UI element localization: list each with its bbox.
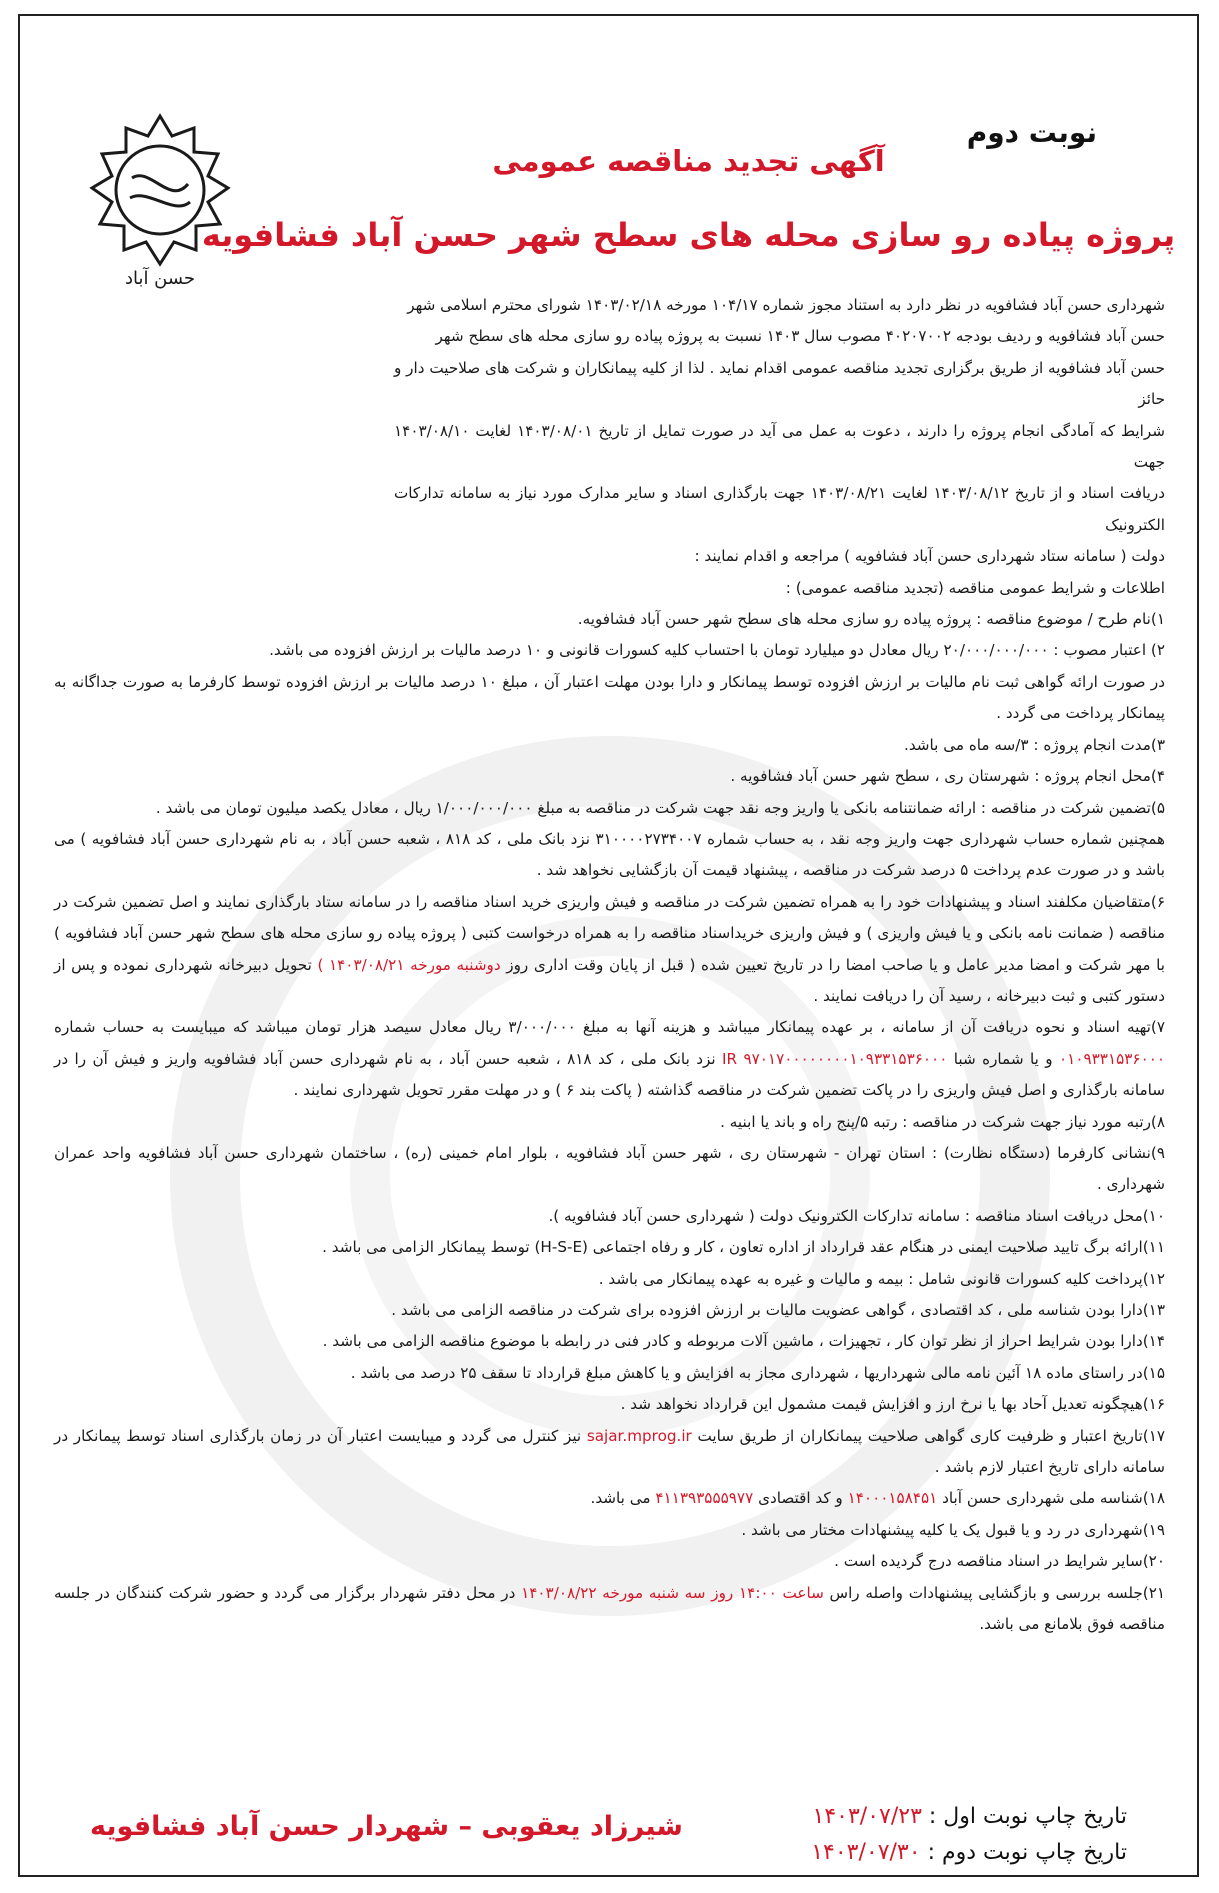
- condition-item-11: ۱۱)ارائه برگ تایید صلاحیت ایمنی در هنگام عقد قرارداد از اداره تعاون ، کار و رفاه اجتماعی (H-S-E) توسط پیمانکار الزامی می باشد .: [322, 1238, 1165, 1257]
- intro-line: حسن آباد فشافویه از طریق برگزاری تجدید مناقصه عمومی اقدام نماید . لذا از کلیه پیمانکاران و شرکت های صلاحیت دار و حائز: [394, 358, 1165, 409]
- print-date-first-value: ۱۴۰۳/۰۷/۲۳: [812, 1804, 922, 1829]
- announcement-title: آگهی تجدید مناقصه عمومی: [492, 144, 885, 178]
- conditions-title: اطلاعات و شرایط عمومی مناقصه (تجدید مناقصه عمومی) :: [785, 578, 1165, 597]
- project-title: پروژه پیاده رو سازی محله های سطح شهر حسن آباد فشافویه: [201, 216, 1176, 254]
- intro-line: دریافت اسناد و از تاریخ ۱۴۰۳/۰۸/۱۲ لغایت ۱۴۰۳/۰۸/۲۱ جهت بارگذاری اسناد و سایر مدارک مورد نیاز به سامانه تدارکات الکترونیک: [394, 484, 1165, 534]
- intro-line: حسن آباد فشافویه و ردیف بودجه ۴۰۲۰۷۰۰۲ مصوب سال ۱۴۰۳ نسبت به پروژه پیاده رو سازی محله های سطح شهر: [435, 327, 1165, 346]
- announcement-body: [54, 290, 1165, 1640]
- condition-item-21: [54, 1578, 1165, 1641]
- condition-item-2-note: در صورت ارائه گواهی ثبت نام مالیات بر ارزش افزوده توسط پیمانکار و دارا بودن مهلت اعتبار آن ، مبلغ ۱۰ درصد مالیات بر ارزش افزوده توسط کارفرما به صورت جداگانه به پیمانکار پرداخت می گردد .: [54, 672, 1165, 723]
- condition-item-3: ۳)مدت انجام پروژه : ۳/سه ماه می باشد.: [904, 735, 1165, 754]
- item-18-text-end: می باشد.: [590, 1489, 651, 1508]
- condition-item-19: ۱۹)شهرداری در رد و یا قبول یک یا کلیه پیشنهادات مختار می باشد .: [741, 1520, 1165, 1539]
- item-17-text-end: نیز کنترل می گردد و میبایست اعتبار آن در زمان بارگذاری اسناد توسط پیمانکار در سامانه دارای تاریخ اعتبار لازم باشد .: [54, 1426, 1165, 1477]
- condition-item-10: ۱۰)محل دریافت اسناد مناقصه : سامانه تدارکات الکترونیک دولت ( شهرداری حسن آباد فشافویه ).: [548, 1206, 1165, 1225]
- condition-item-8: ۸)رتبه مورد نیاز جهت شرکت در مناقصه : رتبه ۵/پنج راه و باند یا ابنیه .: [720, 1112, 1165, 1131]
- item-6-text-end: تحویل دبیرخانه شهرداری نموده و پس از دستور کتبی و ثبت دبیرخانه ، رسید آن را دریافت نمایند .: [54, 955, 1165, 1005]
- condition-item-20: ۲۰)سایر شرایط در اسناد مناقصه درج گردیده است .: [834, 1552, 1165, 1571]
- condition-item-14: ۱۴)دارا بودن شرایط احراز از نظر توان کار ، تجهیزات ، ماشین آلات مربوطه و کادر فنی در رابطه با موضوع مناقصه الزامی می باشد .: [322, 1332, 1165, 1351]
- round-label: نوبت دوم: [966, 116, 1097, 149]
- sheba-number: IR ۹۷۰۱۷۰۰۰۰۰۰۰۰۱۰۹۳۳۱۵۳۶۰۰۰: [722, 1049, 948, 1068]
- item-7-text-mid: و یا شماره شبا: [953, 1049, 1053, 1068]
- print-date-second-label: تاریخ چاپ نوبت دوم :: [927, 1840, 1127, 1865]
- opening-session-time: ساعت ۱۴:۰۰ روز سه شنبه مورخه ۱۴۰۳/۰۸/۲۲: [521, 1583, 824, 1602]
- condition-item-17: [54, 1421, 1165, 1484]
- print-date-first-label: تاریخ چاپ نوبت اول :: [928, 1804, 1127, 1829]
- condition-item-12: ۱۲)پرداخت کلیه کسورات قانونی شامل : بیمه و مالیات و غیره به عهده پیمانکار می باشد .: [598, 1269, 1165, 1288]
- item-17-text: ۱۷)تاریخ اعتبار و ظرفیت کاری گواهی صلاحیت پیمانکاران از طریق سایت: [697, 1426, 1166, 1445]
- intro-line: شهرداری حسن آباد فشافویه در نظر دارد به استناد مجوز شماره ۱۰۴/۱۷ مورخه ۱۴۰۳/۰۲/۱۸ شورای محترم اسلامی شهر: [407, 296, 1165, 314]
- item-6-text: ۶)متقاضیان مکلفند اسناد و پیشنهادات خود را به همراه تضمین شرکت در مناقصه و فیش واریزی خرید اسناد مناقصه را در سامانه ستاد بارگذاری نمایند و اصل تضمین شرکت در مناقصه ( ضمانت نامه بانکی و یا فیش واریزی ) و فیش واریزی خریداسناد مناقصه را به همراه درخواست کتبی ( پروژه پیاده رو سازی محله های سطح شهر حسن آباد فشافویه ) با مهر شرکت و امضا مدیر عامل و یا صاحب امضا را در تاریخ تعیین شده ( قبل از پایان وقت اداری روز: [54, 892, 1165, 974]
- deadline-date: دوشنبه مورخه ۱۴۰۳/۰۸/۲۱ ): [317, 955, 501, 974]
- item-7-text-end: نزد بانک ملی ، کد ۸۱۸ ، شعبه حسن آباد ، به نام شهرداری حسن آباد فشافویه واریز و فیش آن را در سامانه بارگذاری و اصل فیش واریزی را در پاکت تضمین شرکت در مناقصه گذاشته ( پاکت بند ۶ ) و در مهلت مقرر تحویل شهرداری نمایند .: [54, 1049, 1165, 1100]
- intro-paragraph: [54, 290, 1165, 573]
- print-dates: [811, 1799, 1127, 1871]
- national-id: ۱۴۰۰۰۱۵۸۴۵۱: [847, 1489, 938, 1508]
- condition-item-13: ۱۳)دارا بودن شناسه ملی ، کد اقتصادی ، گواهی عضویت مالیات بر ارزش افزوده برای شرکت در مناقصه الزامی می باشد .: [391, 1301, 1165, 1319]
- item-7-text: ۷)تهیه اسناد و نحوه دریافت آن از سامانه ، بر عهده پیمانکار میباشد و هزینه آنها به مبلغ ۳/۰۰۰/۰۰۰ ریال معادل سیصد هزار تومان میباشد که میبایست به حساب شماره: [54, 1018, 1165, 1037]
- print-date-second-value: ۱۴۰۳/۰۷/۳۰: [811, 1840, 921, 1865]
- item-18-text-mid: و کد اقتصادی: [758, 1489, 843, 1508]
- condition-item-2: ۲) اعتبار مصوب : ۲۰/۰۰۰/۰۰۰/۰۰۰ ریال معادل دو میلیارد تومان با احتساب کلیه کسورات قانونی و ۱۰ درصد مالیات بر ارزش افزوده می باشد.: [269, 641, 1165, 660]
- condition-item-15: ۱۵)در راستای ماده ۱۸ آئین نامه مالی شهرداریها ، شهرداری مجاز به افزایش و یا کاهش مبلغ قرارداد تا سقف ۲۵ درصد می باشد .: [350, 1363, 1165, 1382]
- print-date-second: [811, 1835, 1127, 1871]
- announcement-page: [18, 14, 1199, 1877]
- intro-line: شرایط که آمادگی انجام پروژه را دارند ، دعوت به عمل می آید در صورت تمایل از تاریخ ۱۴۰۳/۰۸/۰۱ لغایت ۱۴۰۳/۰۸/۱۰ جهت: [394, 421, 1165, 472]
- condition-item-16: ۱۶)هیچگونه تعدیل آحاد بها یا نرخ ارز و افزایش قیمت مشمول این قرارداد نخواهد شد .: [620, 1395, 1165, 1414]
- mayor-signature: شیرزاد یعقوبی – شهردار حسن آباد فشافویه: [90, 1811, 683, 1842]
- condition-item-6: [54, 887, 1165, 1013]
- condition-item-5-account: همچنین شماره حساب شهرداری جهت واریز وجه نقد ، به حساب شماره ۳۱۰۰۰۰۲۷۳۴۰۰۷ نزد بانک ملی ، کد ۸۱۸ ، شعبه حسن آباد ، به نام شهرداری حسن آباد فشافویه ) می باشد و در صورت عدم پرداخت ۵ درصد شرکت در مناقصه ، پیشنهاد قیمت آن بازگشایی نخواهد شد .: [54, 829, 1166, 880]
- intro-line: دولت ( سامانه ستاد شهرداری حسن آباد فشافویه ) مراجعه و اقدام نمایند :: [694, 547, 1165, 566]
- sajar-website-link[interactable]: sajar.mprog.ir: [586, 1426, 692, 1445]
- emblem-text: حسن آباد: [124, 268, 196, 289]
- item-18-text: ۱۸)شناسه ملی شهرداری حسن آباد: [942, 1489, 1165, 1508]
- condition-item-18: [54, 1483, 1165, 1514]
- account-number: ۰۱۰۹۳۳۱۵۳۶۰۰۰: [1059, 1049, 1166, 1068]
- condition-item-9: ۹)نشانی کارفرما (دستگاه نظارت) : استان تهران - شهرستان ری ، شهر حسن آباد فشافویه ، بلوار امام خمینی (ره) ، ساختمان شهرداری حسن آباد فشافویه واحد عمران شهرداری .: [54, 1143, 1165, 1194]
- condition-item-1: ۱)نام طرح / موضوع مناقصه : پروژه پیاده رو سازی محله های سطح شهر حسن آباد فشافویه.: [577, 610, 1165, 629]
- condition-item-4: ۴)محل انجام پروژه : شهرستان ری ، سطح شهر حسن آباد فشافویه .: [730, 767, 1165, 786]
- municipality-emblem-icon: [70, 106, 250, 296]
- condition-item-5: ۵)تضمین شرکت در مناقصه : ارائه ضمانتنامه بانکی یا واریز وجه نقد جهت شرکت در مناقصه به مبلغ ۱/۰۰۰/۰۰۰/۰۰۰ ریال ، معادل یکصد میلیون تومان می باشد .: [155, 798, 1165, 817]
- item-21-text-end: در محل دفتر شهردار برگزار می گردد و حضور شرکت کنندگان در جلسه مناقصه فوق بلامانع می باشد.: [54, 1583, 1165, 1634]
- condition-item-7: [54, 1012, 1165, 1106]
- print-date-first: [811, 1799, 1127, 1835]
- item-21-text: ۲۱)جلسه بررسی و بازگشایی پیشنهادات واصله راس: [829, 1583, 1166, 1602]
- economic-code: ۴۱۱۳۹۳۵۵۵۹۷۷: [655, 1489, 754, 1508]
